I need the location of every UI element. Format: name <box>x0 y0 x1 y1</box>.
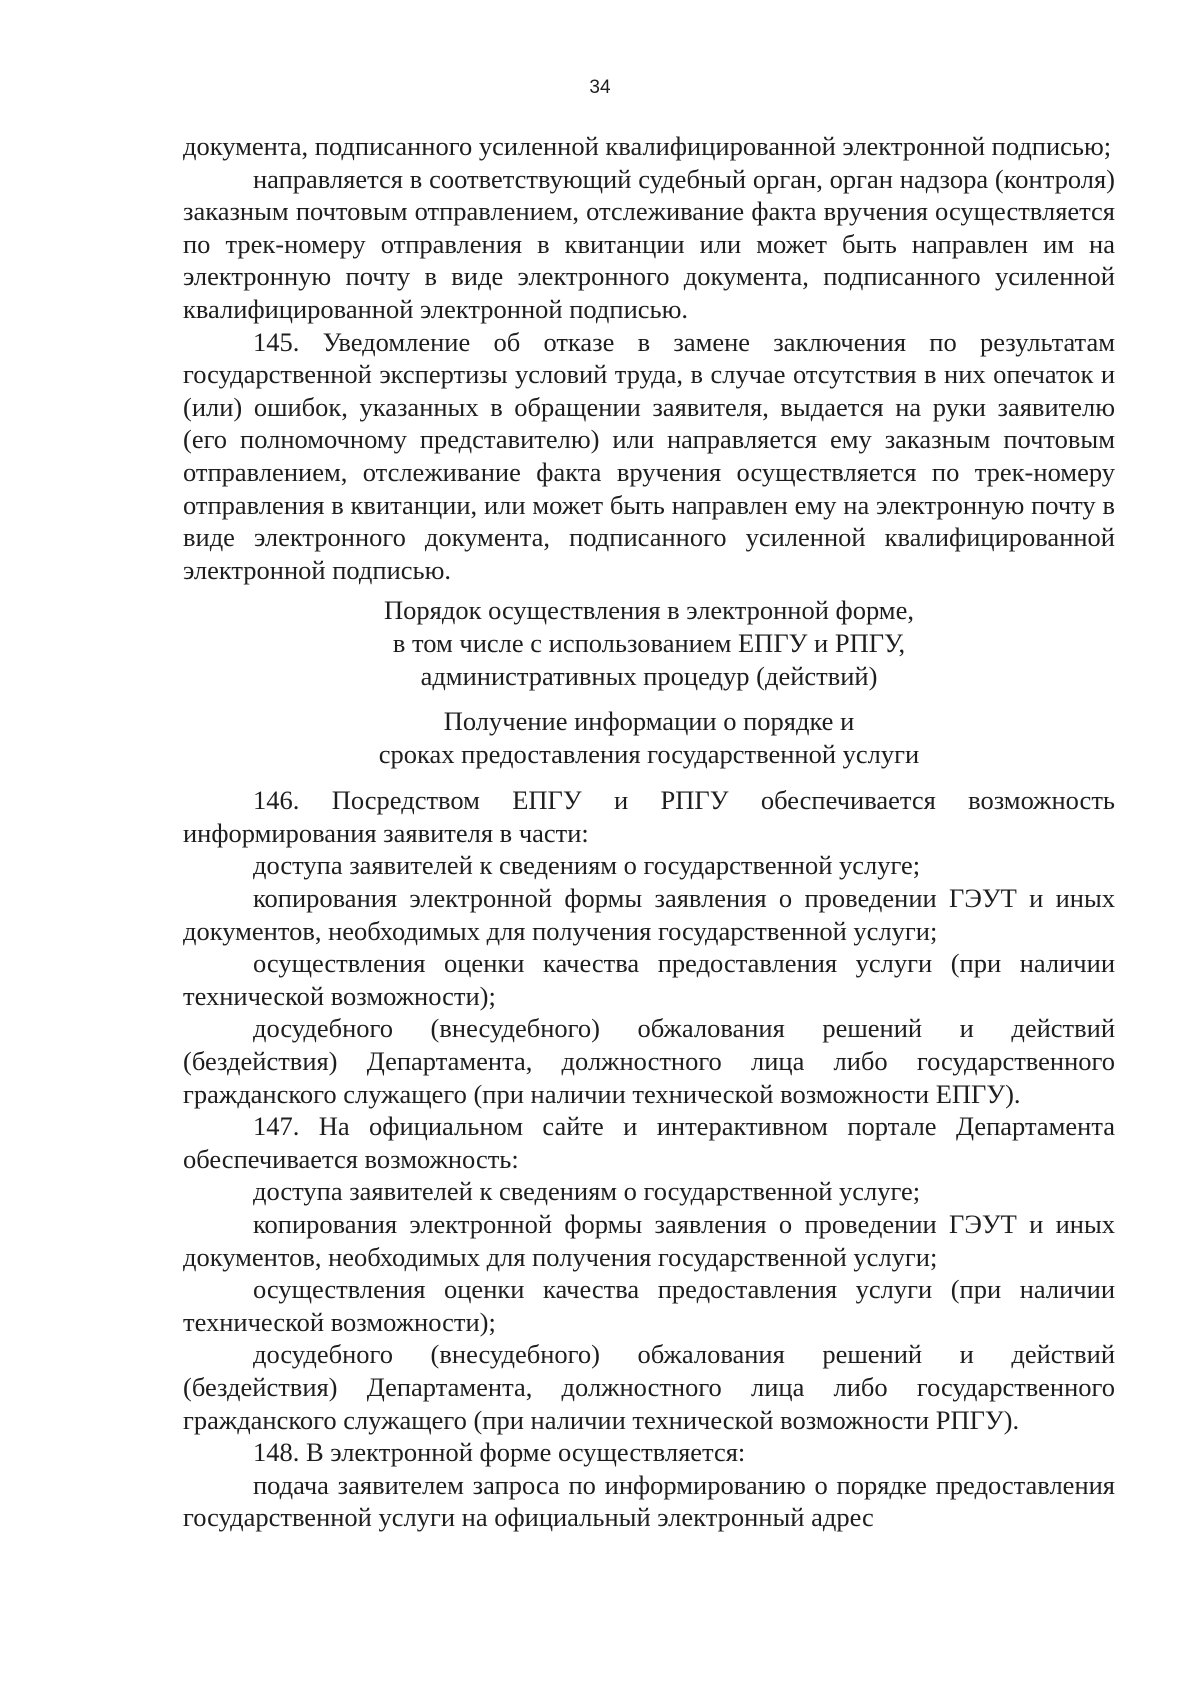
section-heading-electronic-procedures <box>183 594 1115 692</box>
paragraph-148: 148. В электронной форме осуществляется: <box>253 1437 746 1468</box>
paragraph: направляется в соответствующий судебный орган, орган надзора (контроля) заказным почтовым отправлением, отслеживание факта вручения осуществляется по трек-номеру отправления в квитанции или может быть направлен им на электронную почту в виде электронного документа, подписанного усиленной квалифицированной электронной подписью. <box>183 163 1115 324</box>
paragraph-continuation: документа, подписанного усиленной квалифицированной электронной подписью; <box>183 131 1112 161</box>
list-item: досудебного (внесудебного) обжалования решений и действий (бездействия) Департамента, должностного лица либо государственного гражданского служащего (при наличии технической возможности РПГУ). <box>183 1339 1115 1435</box>
heading-line: в том числе с использованием ЕПГУ и РПГУ, <box>392 627 906 658</box>
heading-line: сроках предоставления государственной услуги <box>378 738 920 769</box>
paragraph-146: 146. Посредством ЕПГУ и РПГУ обеспечивается возможность информирования заявителя в части: <box>183 785 1115 848</box>
heading-line: Порядок осуществления в электронной форме, <box>384 595 914 626</box>
list-item: копирования электронной формы заявления о проведении ГЭУТ и иных документов, необходимых для получения государственной услуги; <box>183 1209 1115 1272</box>
document-body <box>183 130 1115 1534</box>
list-item: подача заявителем запроса по информированию о порядке предоставления государственной услуги на официальный электронный адрес <box>183 1469 1115 1533</box>
paragraph-147: 147. На официальном сайте и интерактивном портале Департамента обеспечивается возможность: <box>183 1111 1115 1174</box>
heading-line: административных процедур (действий) <box>420 660 878 691</box>
subsection-heading-information <box>183 705 1115 770</box>
list-item: копирования электронной формы заявления о проведении ГЭУТ и иных документов, необходимых для получения государственной услуги; <box>183 883 1115 946</box>
heading-line: Получение информации о порядке и <box>443 706 855 737</box>
list-item: досудебного (внесудебного) обжалования решений и действий (бездействия) Департамента, должностного лица либо государственного гражданского служащего (при наличии технической возможности ЕПГУ). <box>183 1013 1115 1109</box>
page-number: 34 <box>589 77 611 98</box>
list-item: осуществления оценки качества предоставления услуги (при наличии технической возможности); <box>183 948 1115 1011</box>
list-item: доступа заявителей к сведениям о государственной услуге; <box>253 1176 921 1207</box>
paragraph-145: 145. Уведомление об отказе в замене заключения по результатам государственной экспертизы условий труда, в случае отсутствия в них опечаток и (или) ошибок, указанных в обращении заявителя, выдается на руки заявителю (его полномочному представителю) или направляется ему заказным почтовым отправлением, отслеживание факта вручения осуществляется по трек-номеру отправления в квитанции, или может быть направлен ему на электронную почту в виде электронного документа, подписанного усиленной квалифицированной электронной подписью. <box>183 326 1115 585</box>
list-item: осуществления оценки качества предоставления услуги (при наличии технической возможности); <box>183 1274 1115 1337</box>
list-item: доступа заявителей к сведениям о государственной услуге; <box>253 850 921 881</box>
